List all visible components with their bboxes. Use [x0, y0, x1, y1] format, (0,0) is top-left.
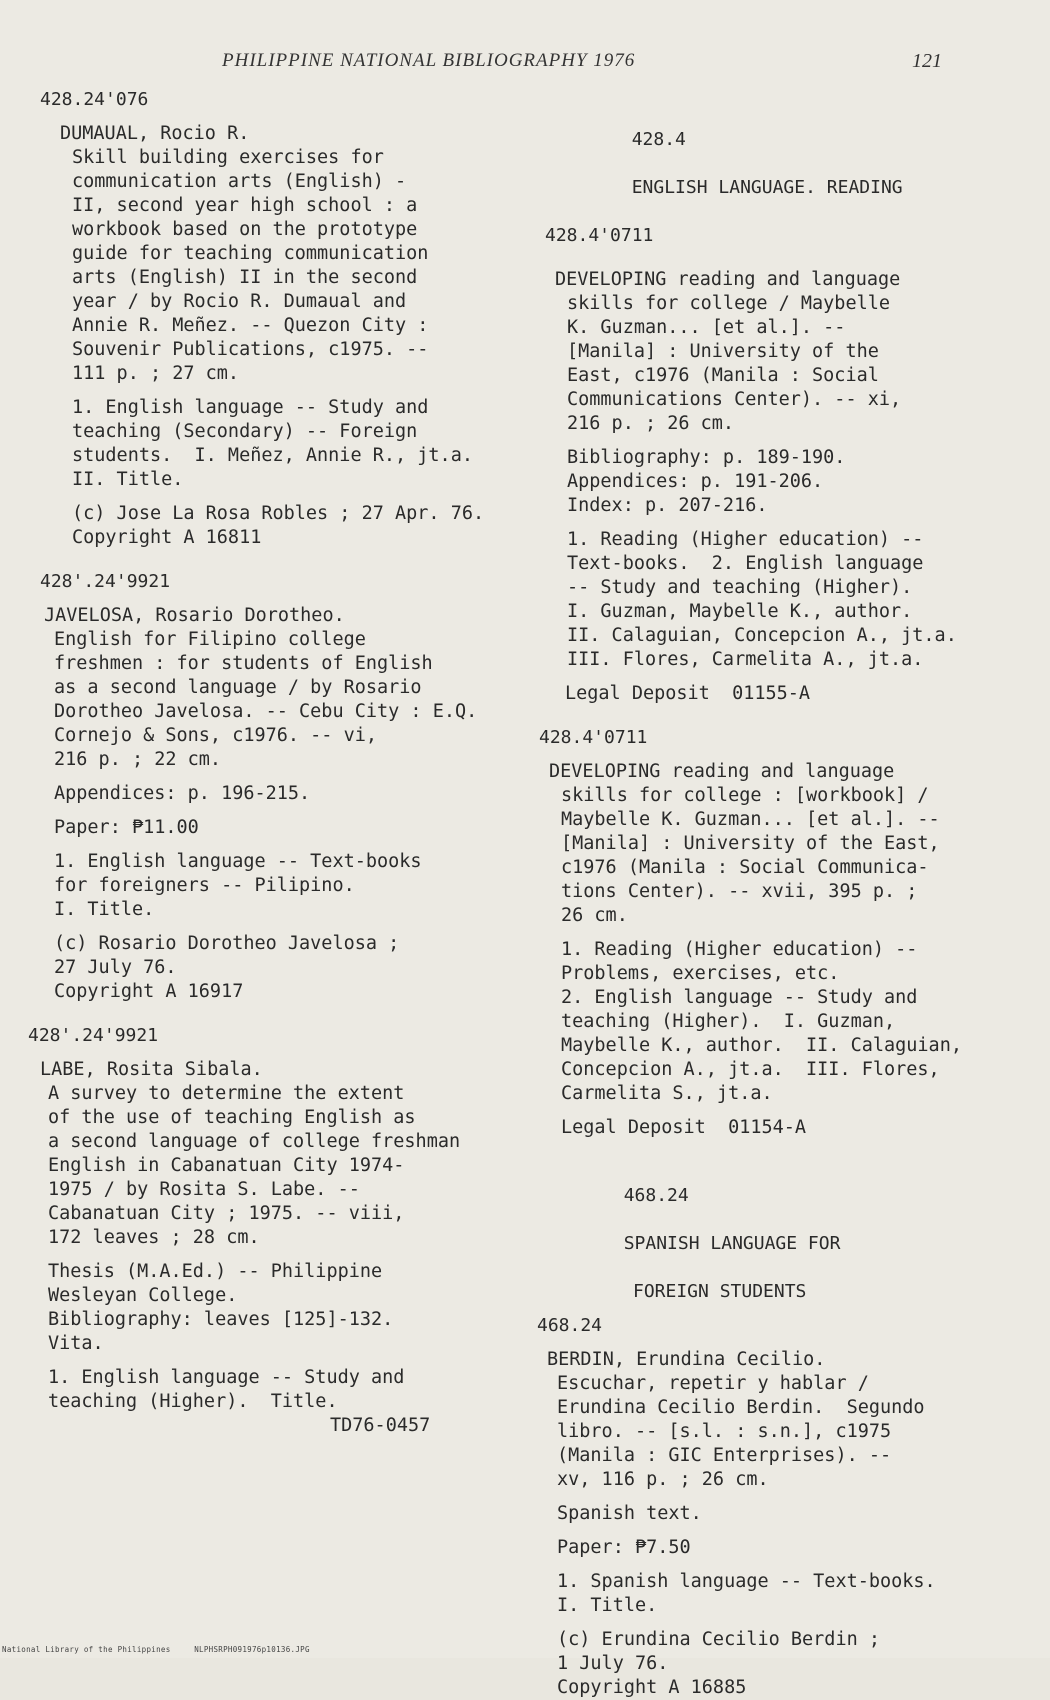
class-number: 428'.24'9921: [28, 1025, 159, 1046]
section-heading-english-reading: [545, 104, 1015, 248]
entry-labe: [28, 1024, 530, 1438]
entry-line: workbook based on the prototype: [72, 219, 418, 240]
entry-dumaual: [40, 88, 530, 550]
scan-footer: [2, 1645, 310, 1654]
entry-line: Skill building exercises for: [72, 147, 384, 168]
left-column: [28, 88, 530, 1438]
page-number: 121: [912, 50, 942, 72]
entry-line: Erundina Cecilio Berdin. Segundo: [557, 1397, 925, 1418]
subject-line: 2. English language -- Study and: [561, 987, 918, 1008]
entry-line: xv, 116 p. ; 26 cm.: [557, 1469, 769, 1490]
copyright-line: 1 July 76.: [557, 1653, 669, 1674]
entry-berdin: [545, 1348, 1015, 1700]
footer-file: NLPHSRPH091976p10136.JPG: [194, 1645, 310, 1654]
subject-line: I. Title.: [54, 899, 155, 920]
entry-line: skills for college / Maybelle: [567, 293, 891, 314]
entry-line: year / by Rocio R. Dumaual and: [72, 291, 407, 312]
entry-line: [Manila] : University of the: [567, 341, 879, 362]
note-line: Index: p. 207-216.: [567, 495, 768, 516]
note-line: Wesleyan College.: [48, 1285, 238, 1306]
entry-line: (Manila : GIC Enterprises). --: [557, 1445, 892, 1466]
entry-line: communication arts (English) -: [72, 171, 407, 192]
entry-line: JAVELOSA, Rosario Dorotheo.: [44, 605, 345, 626]
subject-line: 1. Spanish language -- Text-books.: [557, 1571, 936, 1592]
copyright-line: 27 July 76.: [54, 957, 177, 978]
entry-line: tions Center). -- xvii, 395 p. ;: [561, 881, 918, 902]
subject-line: for foreigners -- Pilipino.: [54, 875, 355, 896]
subject-line: 1. Reading (Higher education) --: [561, 939, 918, 960]
class-number: 428.4'0711: [539, 727, 648, 748]
note-line: Spanish text.: [557, 1503, 702, 1524]
subject-line: -- Study and teaching (Higher).: [567, 577, 913, 598]
entry-line: Dorotheo Javelosa. -- Cebu City : E.Q.: [54, 701, 478, 722]
entry-line: 26 cm.: [561, 905, 628, 926]
entry-line: LABE, Rosita Sibala.: [40, 1059, 263, 1080]
right-column: [537, 104, 1015, 1700]
entry-line: of the use of teaching English as: [48, 1107, 416, 1128]
subject-line: I. Guzman, Maybelle K., author.: [567, 601, 913, 622]
section-title: ENGLISH LANGUAGE. READING: [631, 177, 903, 198]
entry-line: East, c1976 (Manila : Social: [567, 365, 879, 386]
note-line: Bibliography: leaves [125]-132.: [48, 1309, 394, 1330]
entry-line: as a second language / by Rosario: [54, 677, 422, 698]
copyright-line: (c) Erundina Cecilio Berdin ;: [557, 1629, 881, 1650]
entry-line: 216 p. ; 22 cm.: [54, 749, 222, 770]
entry-line: Maybelle K. Guzman... [et al.]. --: [561, 809, 940, 830]
entry-developing-2: [539, 726, 1015, 1140]
copyright-line: Copyright A 16885: [557, 1677, 747, 1698]
copyright-line: (c) Jose La Rosa Robles ; 27 Apr. 76.: [72, 503, 485, 524]
entry-line: arts (English) II in the second: [72, 267, 418, 288]
sub-class-number: 468.24: [537, 1315, 603, 1336]
entry-line: DUMAUAL, Rocio R.: [60, 123, 250, 144]
entry-line: guide for teaching communication: [72, 243, 429, 264]
legal-deposit: Legal Deposit 01154-A: [561, 1117, 807, 1138]
entry-line: Communications Center). -- xi,: [567, 389, 902, 410]
subject-line: students. I. Meñez, Annie R., jt.a.: [72, 445, 473, 466]
copyright-line: Copyright A 16917: [54, 981, 244, 1002]
entry-line: freshmen : for students of English: [54, 653, 433, 674]
entry-line: skills for college : [workbook] /: [561, 785, 929, 806]
entry-line: Cabanatuan City ; 1975. -- viii,: [48, 1203, 405, 1224]
subject-line: Maybelle K., author. II. Calaguian,: [561, 1035, 962, 1056]
subject-line: Carmelita S., jt.a.: [561, 1083, 773, 1104]
subject-line: I. Title.: [557, 1595, 658, 1616]
entry-line: 111 p. ; 27 cm.: [72, 363, 240, 384]
note-line: Bibliography: p. 189-190.: [567, 447, 846, 468]
entry-line: K. Guzman... [et al.]. --: [567, 317, 846, 338]
entry-line: A survey to determine the extent: [48, 1083, 405, 1104]
sub-class-number: 428.4'0711: [545, 225, 654, 246]
price-line: Paper: ₱11.00: [54, 817, 199, 838]
subject-line: Concepcion A., jt.a. III. Flores,: [561, 1059, 940, 1080]
price-line: Paper: ₱7.50: [557, 1537, 691, 1558]
entry-line: a second language of college freshman: [48, 1131, 461, 1152]
subject-line: III. Flores, Carmelita A., jt.a.: [567, 649, 924, 670]
class-number: 468.24: [623, 1185, 689, 1206]
subject-line: teaching (Secondary) -- Foreign: [72, 421, 418, 442]
subject-line: teaching (Higher). Title.: [48, 1391, 338, 1412]
legal-deposit: Legal Deposit 01155-A: [565, 683, 811, 704]
note-line: Thesis (M.A.Ed.) -- Philippine: [48, 1261, 383, 1282]
entry-developing-1: [545, 268, 1015, 706]
entry-line: Escuchar, repetir y hablar /: [557, 1373, 869, 1394]
entry-body: [40, 122, 530, 550]
class-number: 428'.24'9921: [40, 571, 171, 592]
subject-line: Problems, exercises, etc.: [561, 963, 840, 984]
copyright-line: (c) Rosario Dorotheo Javelosa ;: [54, 933, 400, 954]
entry-line: English for Filipino college: [54, 629, 366, 650]
subject-line: Text-books. 2. English language: [567, 553, 924, 574]
note-line: Appendices: p. 191-206.: [567, 471, 824, 492]
entry-line: [Manila] : University of the East,: [561, 833, 940, 854]
entry-line: 172 leaves ; 28 cm.: [48, 1227, 260, 1248]
entry-line: BERDIN, Erundina Cecilio.: [547, 1349, 826, 1370]
entry-line: libro. -- [s.l. : s.n.], c1975: [557, 1421, 892, 1442]
entry-line: Annie R. Meñez. -- Quezon City :: [72, 315, 429, 336]
entry-line: 216 p. ; 26 cm.: [567, 413, 735, 434]
entry-line: DEVELOPING reading and language: [555, 269, 901, 290]
subject-line: II. Calaguian, Concepcion A., jt.a.: [567, 625, 957, 646]
subject-line: teaching (Higher). I. Guzman,: [561, 1011, 896, 1032]
entry-line: DEVELOPING reading and language: [549, 761, 895, 782]
note-line: Vita.: [48, 1333, 104, 1354]
note-line: Appendices: p. 196-215.: [54, 783, 311, 804]
footer-source: National Library of the Philippines: [2, 1645, 171, 1654]
entry-javelosa: [40, 570, 530, 1004]
running-head: PHILIPPINE NATIONAL BIBLIOGRAPHY 1976: [222, 50, 636, 71]
control-number: TD76-0457: [330, 1415, 431, 1436]
entry-line: Souvenir Publications, c1975. --: [72, 339, 429, 360]
section-title: SPANISH LANGUAGE FOR: [623, 1233, 841, 1254]
class-number: 428.4: [631, 129, 686, 150]
subject-line: 1. English language -- Study and: [72, 397, 429, 418]
entry-line: 1975 / by Rosita S. Labe. --: [48, 1179, 360, 1200]
entry-line: II, second year high school : a: [72, 195, 418, 216]
subject-line: II. Title.: [72, 469, 184, 490]
section-title-line2: FOREIGN STUDENTS: [633, 1281, 807, 1302]
class-number: 428.24'076: [40, 89, 149, 110]
section-heading-spanish: [537, 1160, 1015, 1338]
subject-line: 1. English language -- Text-books: [54, 851, 422, 872]
copyright-line: Copyright A 16811: [72, 527, 262, 548]
subject-line: 1. English language -- Study and: [48, 1367, 405, 1388]
entry-line: English in Cabanatuan City 1974-: [48, 1155, 405, 1176]
entry-line: Cornejo & Sons, c1976. -- vi,: [54, 725, 378, 746]
entry-line: c1976 (Manila : Social Communica-: [561, 857, 929, 878]
subject-line: 1. Reading (Higher education) --: [567, 529, 924, 550]
